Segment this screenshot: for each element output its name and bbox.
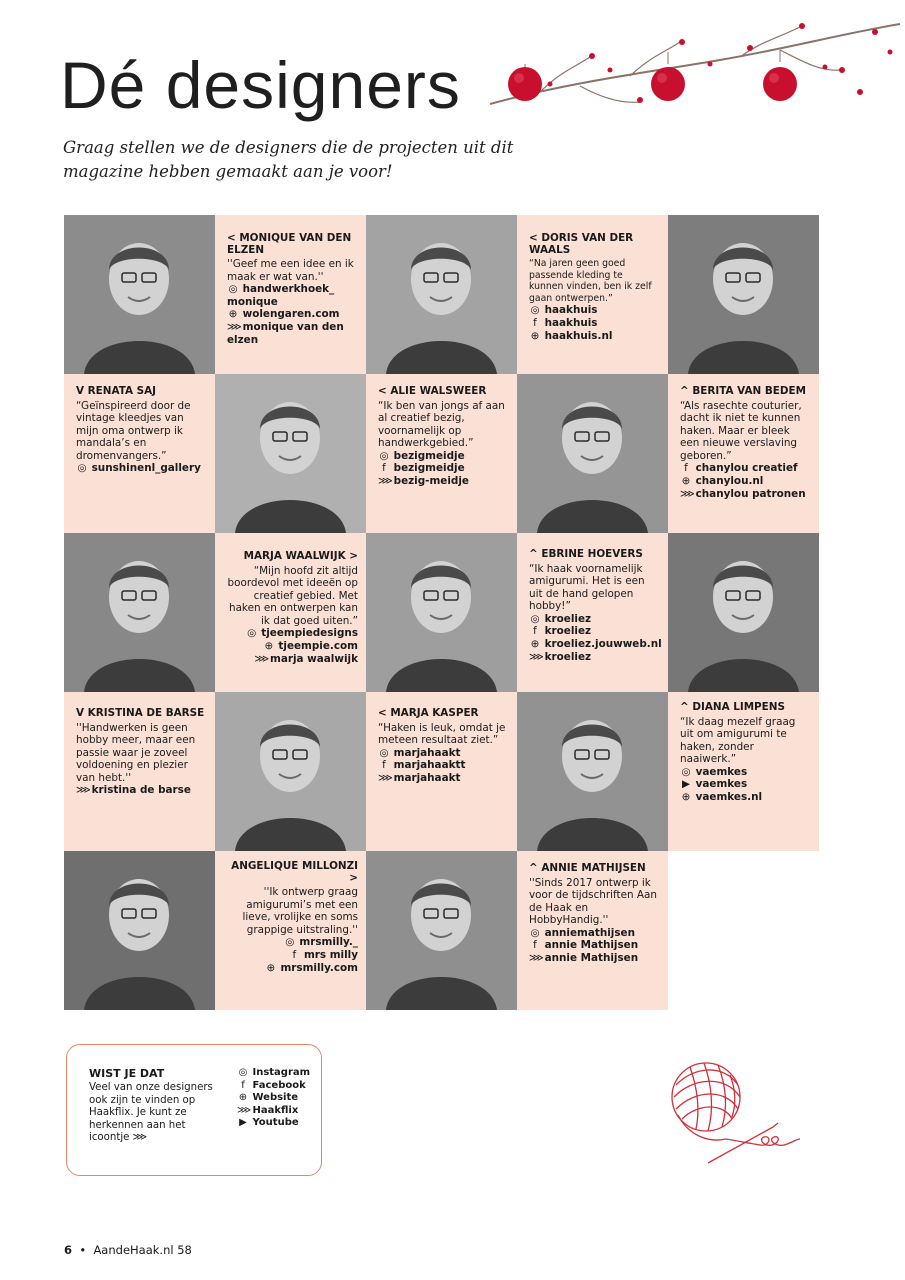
portrait-placeholder (366, 851, 517, 1010)
designer-name: ^ DIANA LIMPENS (680, 701, 785, 713)
website-icon: ⊕ (264, 640, 274, 653)
social-link[interactable]: ◎ sunshinenl_gallery (77, 462, 201, 475)
social-link[interactable]: monique (227, 295, 278, 308)
designer-name: < ALIE WALSWEER (378, 385, 487, 397)
portrait-placeholder (517, 692, 668, 851)
social-link[interactable]: f annie Mathijsen (529, 939, 660, 952)
designer-quote: “Geïnspireerd door de vintage kleedjes van mijn oma ontwerp ik mandala’s en dromenvangers.” (76, 399, 191, 462)
designer-quote: ''Geef me een idee en ik maak er wat van.'' (227, 258, 354, 283)
designer-card (517, 533, 668, 692)
facebook-icon: f (382, 462, 386, 475)
page-number: 6 (64, 1243, 73, 1257)
instagram-icon: ◎ (681, 765, 691, 778)
christmas-branch-decoration (480, 12, 905, 122)
haakflix-icon: ⋙ (378, 475, 393, 488)
social-link[interactable]: ⋙ monique van den (227, 320, 344, 333)
icon-legend (237, 1067, 310, 1130)
info-heading: WIST JE DAT (89, 1067, 165, 1080)
social-link[interactable]: ◎ bezigmeidje (379, 449, 465, 462)
website-icon: ⊕ (681, 475, 691, 488)
designer-photo (215, 692, 366, 851)
pointer-arrow-icon: ^ (680, 701, 689, 713)
social-link[interactable]: ◎ vaemkes (681, 765, 748, 778)
social-link[interactable]: ◎ haakhuis (530, 304, 598, 317)
portrait-placeholder (64, 215, 215, 374)
pointer-arrow-icon: ^ (680, 385, 689, 397)
social-link[interactable]: f mrs milly (221, 949, 358, 962)
instagram-icon: ◎ (530, 304, 540, 317)
social-link[interactable]: ⋙ kroeliez (529, 650, 592, 663)
social-link[interactable]: ◎ marjahaakt (379, 746, 461, 759)
designer-card (215, 215, 366, 374)
designer-quote: ''Sinds 2017 ontwerp ik voor de tijdschriften Aan de Haak en HobbyHandig.'' (529, 876, 657, 927)
social-link[interactable]: ⋙ annie Mathijsen (529, 952, 639, 965)
info-body: Veel van onze designers ook zijn te vinden op Haakflix. Je kunt ze herkennen aan het icoontje ⋙ (89, 1082, 213, 1144)
designer-name: < DORIS VAN DER WAALS (529, 232, 634, 256)
instagram-icon: ◎ (530, 612, 540, 625)
website-icon: ⊕ (228, 308, 238, 321)
pointer-arrow-icon: V (76, 707, 85, 719)
portrait-placeholder (215, 692, 366, 851)
portrait-placeholder (668, 533, 819, 692)
wist-je-dat-box (66, 1044, 322, 1176)
legend-item: ⊕ Website (238, 1092, 299, 1104)
social-link[interactable]: ⊕ wolengaren.com (228, 308, 340, 321)
haakflix-icon: ⋙ (76, 784, 91, 797)
designer-card (64, 692, 215, 851)
social-link[interactable]: f kroeliez (529, 625, 660, 638)
yarn-ball-illustration (668, 1055, 808, 1170)
designer-photo (668, 533, 819, 692)
haakflix-icon: ⋙ (237, 1104, 252, 1116)
legend-item: ⋙ Haakflix (237, 1104, 299, 1116)
social-link[interactable]: elzen (227, 333, 259, 346)
social-link[interactable]: ⊕ vaemkes.nl (681, 791, 763, 804)
designer-card (517, 851, 668, 1010)
instagram-icon: ◎ (238, 1067, 248, 1078)
designer-quote: “Na jaren geen goed passende kleding te kunnen vinden, ben ik zelf gaan ontwerpen.” (529, 258, 652, 304)
pointer-arrow-icon: > (349, 871, 358, 884)
instagram-icon: ◎ (228, 283, 238, 296)
social-link[interactable]: ⊕ tjeempie.com (264, 640, 358, 653)
youtube-icon: ▶ (239, 1117, 247, 1129)
page-subtitle: Graag stellen we de designers die de projecten uit dit magazine hebben gemaakt aan je voor! (63, 138, 514, 181)
social-link[interactable]: ⊕ haakhuis.nl (530, 329, 613, 342)
empty-cell (668, 851, 819, 1010)
social-link[interactable]: ⋙ marja waalwijk (254, 652, 358, 665)
legend-item: ▶ Youtube (237, 1117, 310, 1130)
designer-quote: “Haken is leuk, omdat je meteen resultaat ziet.” (378, 721, 506, 747)
designer-card (366, 374, 517, 533)
legend-item: f Facebook (237, 1080, 310, 1093)
designer-name: MARJA WAALWIJK > (243, 550, 358, 562)
social-link[interactable]: f haakhuis (529, 317, 660, 330)
portrait-placeholder (366, 215, 517, 374)
designer-name: ^ BERITA VAN BEDEM (680, 385, 806, 397)
social-link[interactable]: ⋙ marjahaakt (378, 771, 461, 784)
designer-quote: “Ik ben van jongs af aan al creatief bezig, voornamelijk op handwerkgebied.” (378, 399, 505, 450)
instagram-icon: ◎ (379, 746, 389, 759)
portrait-placeholder (517, 374, 668, 533)
designer-card (64, 374, 215, 533)
designer-photo (366, 851, 517, 1010)
website-icon: ⊕ (681, 791, 691, 804)
designer-quote: “Als rasechte couturier, dacht ik niet te kunnen haken. Maar er bleek een nieuwe verslaving geboren.” (680, 399, 802, 462)
instagram-icon: ◎ (285, 936, 295, 949)
facebook-icon: f (241, 1079, 245, 1091)
designer-quote: “Ik haak voornamelijk amigurumi. Het is een uit de hand gelopen hobby!” (529, 562, 645, 613)
designer-name: ^ EBRINE HOEVERS (529, 548, 643, 560)
social-link[interactable]: f bezigmeidje (378, 462, 509, 475)
designer-card (517, 215, 668, 374)
social-link[interactable]: ◎ handwerkhoek_ (228, 283, 335, 296)
website-icon: ⊕ (238, 1092, 248, 1104)
social-link[interactable]: f chanylou creatief (680, 462, 811, 475)
designer-card (366, 692, 517, 851)
pointer-arrow-icon: V (76, 385, 85, 397)
facebook-icon: f (292, 948, 297, 961)
designer-card (668, 374, 819, 533)
social-link[interactable]: ⋙ chanylou patronen (680, 487, 806, 500)
designer-name: ^ ANNIE MATHIJSEN (529, 862, 646, 874)
designer-photo (64, 851, 215, 1010)
haakflix-icon: ⋙ (680, 487, 695, 500)
designer-photo (668, 215, 819, 374)
pointer-arrow-icon: ^ (529, 548, 538, 560)
portrait-placeholder (215, 374, 366, 533)
designer-grid (64, 215, 820, 1013)
instagram-icon: ◎ (247, 627, 257, 640)
instagram-icon: ◎ (530, 926, 540, 939)
designer-name: V KRISTINA DE BARSE (76, 707, 205, 719)
page-title: Dé designers (60, 48, 461, 122)
social-link[interactable]: f marjahaaktt (378, 759, 509, 772)
facebook-icon: f (382, 759, 386, 772)
social-link[interactable]: ◎ mrsmilly._ (285, 936, 358, 949)
instagram-icon: ◎ (77, 462, 87, 475)
pointer-arrow-icon: < (378, 707, 387, 719)
social-link[interactable]: ◎ anniemathijsen (530, 926, 635, 939)
pointer-arrow-icon: > (349, 550, 358, 562)
designer-name: ANGELIQUE MILLONZI > (231, 860, 358, 884)
facebook-icon: f (684, 462, 688, 475)
designer-photo (366, 533, 517, 692)
page-footer (64, 1243, 192, 1257)
designer-photo (366, 215, 517, 374)
designer-quote: ''Handwerken is geen hobby meer, maar een passie waar je zoveel voldoening en plezier van hebt.'' (76, 721, 196, 784)
pointer-arrow-icon: ^ (529, 862, 538, 874)
designer-name: V RENATA SAJ (76, 385, 157, 397)
social-link[interactable]: ◎ tjeempiedesigns (247, 627, 358, 640)
designer-quote: “Mijn hoofd zit altijd boordevol met ideeën op creatief gebied. Met haken en ontwerpen kan ik dat goed uiten.” (227, 564, 358, 627)
facebook-icon: f (533, 939, 537, 952)
website-icon: ⊕ (530, 329, 540, 342)
social-link[interactable]: ▶ vaemkes (682, 778, 748, 791)
designer-photo (64, 215, 215, 374)
designer-card (668, 692, 819, 851)
website-icon: ⊕ (266, 961, 276, 974)
designer-card (215, 533, 366, 692)
pointer-arrow-icon: < (378, 385, 387, 397)
social-link[interactable]: ⋙ kristina de barse (76, 784, 191, 797)
designer-card (215, 851, 366, 1010)
haakflix-icon: ⋙ (529, 952, 544, 965)
portrait-placeholder (366, 533, 517, 692)
social-link[interactable]: ◎ kroeliez (530, 612, 592, 625)
designer-quote: “Ik daag mezelf graag uit om amigurumi te haken, zonder naaiwerk.” (680, 715, 796, 766)
haakflix-icon: ⋙ (254, 652, 270, 665)
designer-quote: ''Ik ontwerp graag amigurumi’s met een lieve, vrolijke en soms grappige uitstraling.'' (242, 886, 358, 936)
designer-name: < MONIQUE VAN DEN ELZEN (227, 232, 352, 256)
instagram-icon: ◎ (379, 449, 389, 462)
designer-photo (517, 692, 668, 851)
publication-name: AandeHaak.nl 58 (93, 1243, 192, 1257)
footer-separator: • (79, 1243, 87, 1257)
social-link[interactable]: ⋙ bezig-meidje (378, 475, 469, 488)
social-link[interactable]: ⊕ mrsmilly.com (266, 961, 358, 974)
designer-name: < MARJA KASPER (378, 707, 479, 719)
website-icon: ⊕ (530, 638, 540, 651)
social-link[interactable]: ⊕ chanylou.nl (681, 475, 764, 488)
designer-photo (517, 374, 668, 533)
facebook-icon: f (533, 625, 537, 638)
pointer-arrow-icon: < (529, 232, 538, 244)
portrait-placeholder (668, 215, 819, 374)
youtube-icon: ▶ (682, 778, 690, 791)
designer-photo (215, 374, 366, 533)
facebook-icon: f (533, 316, 537, 329)
pointer-arrow-icon: < (227, 232, 236, 244)
haakflix-icon: ⋙ (227, 320, 242, 333)
social-link[interactable]: ⊕ kroeliez.jouwweb.nl (530, 638, 662, 651)
portrait-placeholder (64, 533, 215, 692)
haakflix-icon: ⋙ (378, 771, 393, 784)
haakflix-icon: ⋙ (529, 650, 544, 663)
portrait-placeholder (64, 851, 215, 1010)
legend-item: ◎ Instagram (238, 1067, 311, 1078)
designer-photo (64, 533, 215, 692)
